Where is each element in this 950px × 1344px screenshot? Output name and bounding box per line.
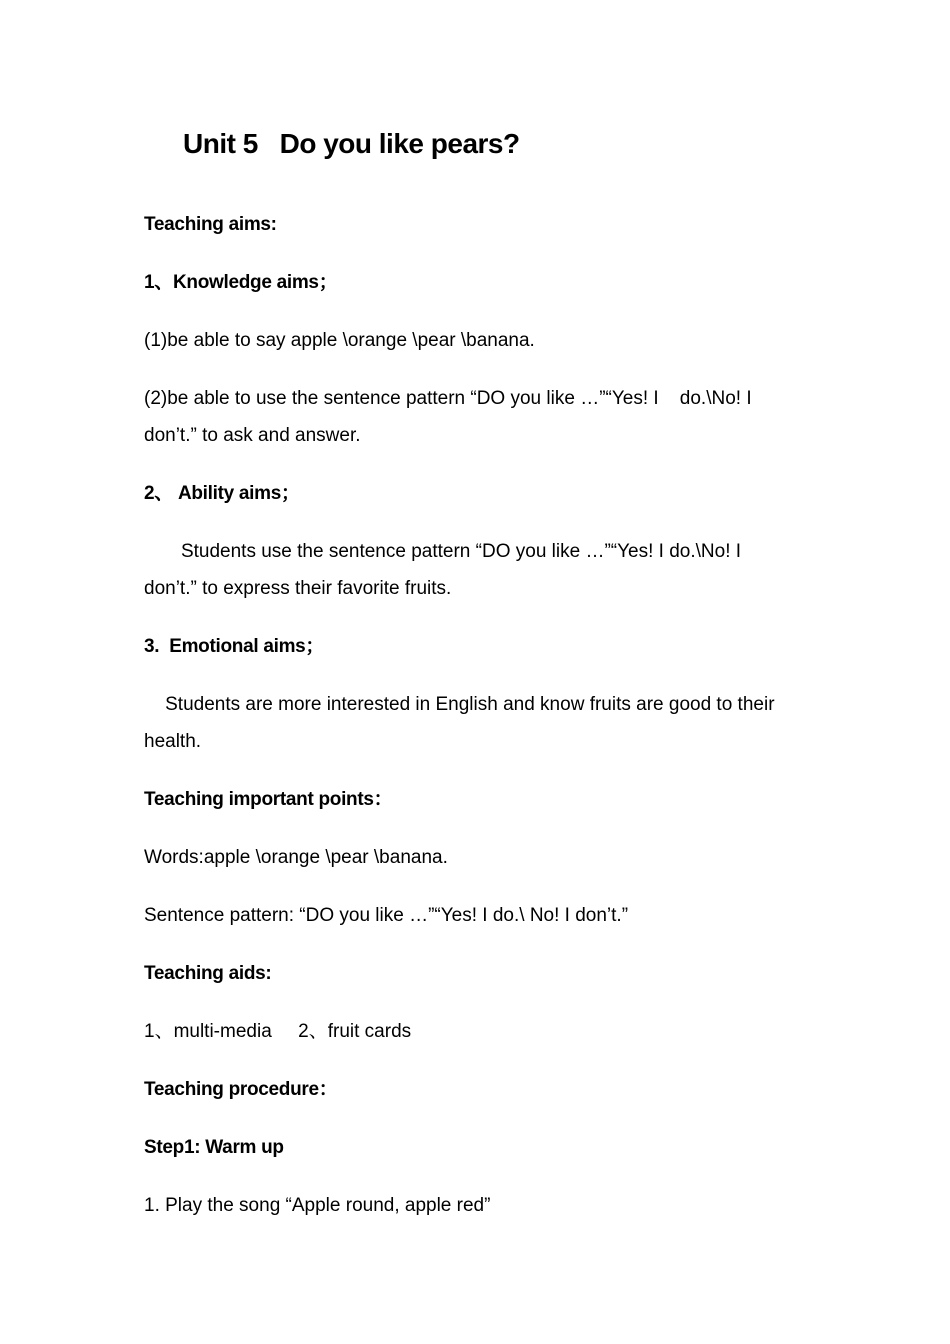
ability-aim-text-continued: don’t.” to express their favorite fruits. bbox=[144, 578, 452, 599]
document-title: Unit 5 Do you like pears? bbox=[183, 128, 520, 159]
ability-aim-text: Students use the sentence pattern “DO you like …”“Yes! I do.\No! I bbox=[144, 541, 742, 562]
emotional-aim-text-continued: health. bbox=[144, 731, 202, 752]
teaching-aids-list: 1、multi-media 2、fruit cards bbox=[144, 1021, 412, 1042]
heading-knowledge-aims: 1、Knowledge aims； bbox=[144, 272, 338, 293]
important-points-words: Words:apple \orange \pear \banana. bbox=[144, 847, 448, 868]
heading-emotional-aims: 3. Emotional aims； bbox=[144, 636, 325, 657]
knowledge-aim-1: (1)be able to say apple \orange \pear \banana. bbox=[144, 330, 535, 351]
heading-important-points: Teaching important points： bbox=[144, 789, 393, 810]
heading-ability-aims: 2、 Ability aims； bbox=[144, 483, 300, 504]
knowledge-aim-2-continued: don’t.” to ask and answer. bbox=[144, 425, 361, 446]
heading-teaching-aids: Teaching aids: bbox=[144, 963, 272, 984]
heading-step1-warm-up: Step1: Warm up bbox=[144, 1137, 284, 1158]
heading-teaching-aims: Teaching aims: bbox=[144, 214, 277, 235]
step1-item-1: 1. Play the song “Apple round, apple red” bbox=[144, 1195, 491, 1216]
important-points-sentence-pattern: Sentence pattern: “DO you like …”“Yes! I do.\ No! I don’t.” bbox=[144, 905, 629, 926]
heading-teaching-procedure: Teaching procedure： bbox=[144, 1079, 338, 1100]
knowledge-aim-2: (2)be able to use the sentence pattern “DO you like …”“Yes! I do.\No! I bbox=[144, 388, 752, 409]
emotional-aim-text: Students are more interested in English and know fruits are good to their bbox=[144, 694, 775, 715]
